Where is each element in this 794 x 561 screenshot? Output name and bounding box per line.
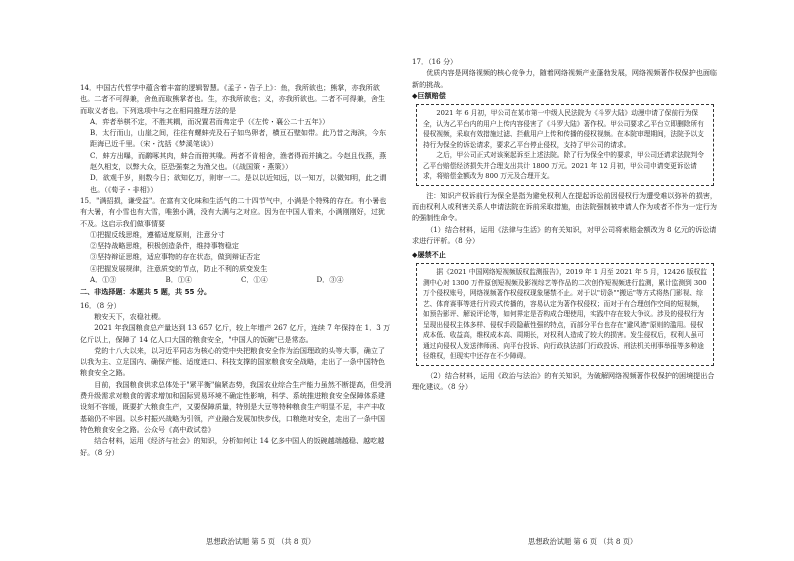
q17-part-1: （1）结合材料，运用《法律与生活》的有关知识，对甲公司将索赔金额改为 8 亿元的诉讼请求进行评析。（8 分）	[412, 224, 717, 245]
question-17-head: 17．（16 分）	[412, 57, 458, 66]
case1-box	[416, 104, 714, 186]
q15-choice-c: C．①④	[241, 275, 268, 285]
q15-choices	[80, 274, 392, 285]
q14-option-b: B．太行而山，山崖之间，往往有螺蚌壳及石子如鸟卵者，横亘石壁如带。此乃昔之海滨，今东距海已近千里。（宋・沈括《梦溪笔谈》）	[90, 128, 387, 149]
question-15: 15．"满招损，谦受益"。在富有文化味和生活气的二十四节气中，小满是个特殊的存在。有小暑也有大暑，有小雪也有大雪，唯独小满，没有大满与之对应。因为在中国人看来，小满刚刚好，过犹不及。这启示我们做事情要	[80, 195, 387, 228]
q16-line-1: 粮安天下，农稳社稷。	[94, 311, 166, 321]
section-title: 二、非选择题：本题共 5 题，共 55 分。	[80, 287, 212, 297]
q15-choice-b: B．①④	[165, 275, 192, 285]
q16-line-4: 目前，我国粮食供求总体处于"紧平衡"偏紧态势，我国农业综合生产能力虽然不断提高，但受消费升级需求对粮食的需求增加和国际贸易环境不确定性影响，科学、系统推进粮食安全保障体系建设刻不容缓，既要扩大粮食生产，又要保障质量，特别是大豆等特种粮食生产明显不足，丰产丰收基础仍不牢固。以乡村振兴战略为引领，产业融合发展加快步伐，口粮绝对安全，走出了一条中国特色粮食安全之路。公众号《高中政试卷》	[80, 379, 392, 434]
left-column	[80, 82, 392, 458]
case2-paragraph-1: 据《2021 中国网络短视频版权监测报告》，2019 年 1 月至 2021 年 5 月，12426 版权监测中心对 1300 万件原创短视频及影视综艺等作品的二次创作短视频进行监测，累计监测到 300 万个侵权账号，网络视频著作权侵权现象屡禁不止。对于以"切条""搬运"等方式将热门影视、综艺、体育赛事等进行片段式传播的，容易认定为著作权侵权；而对于有合理创作空间的短视频，如预告影评、解说评论等，如何界定是否构成合理使用，实践中存在较大争议。涉及的侵权行为呈现出侵权主体多样、侵权手段隐蔽性强的特点，而部分平台也存在"避风港"原则的滥用。侵权成本低、收益高，维权成本高、周期长，对权利人造成了较大的损害。发生侵权后，权利人虽可通过向侵权人发送律师函、向平台投诉、向行政执法部门行政投诉、刑法机关刑事举报等多种途径维权，但现实中还存在不少障碍。	[423, 268, 707, 361]
right-column	[412, 56, 718, 393]
q16-line-2: 2021 年我国粮食总产量达到 13 657 亿斤，较上年增产 267 亿斤，连续 7 年保持在 1．3 万亿斤以上，保障了 14 亿人口大国的粮食安全，"中国人的饭碗"已是常态。	[80, 323, 391, 344]
q15-choice-d: D．③④	[316, 275, 344, 285]
case1-title: ◆巨额赔偿	[412, 90, 446, 100]
question-16-head: 16．（8 分）	[80, 300, 121, 310]
q14-option-c: C．蚌方出曝，而鹬啄其肉，蚌合而箝其喙。两者不肯相舍，渔者得而并擒之。今赵且伐燕，燕赵久相支，以弊大众，臣恐强秦之为渔父也。（《战国策・燕策》）	[90, 150, 387, 172]
q16-line-3: 党的十八大以来，以习近平同志为核心的党中央把粮食安全作为治国理政的头等大事，确立了以我为主、立足国内、确保产能、适度进口、科技支撑的国家粮食安全战略，走出了一条中国特色粮食安全之路。	[80, 345, 386, 378]
q15-item-4: ④把握发展规律，注意质变的节点，防止不利的质变发生	[90, 263, 268, 273]
question-14: 14．中国古代哲学中蕴含着丰富的逻辑智慧。《孟子・告子上》：鱼，我所欲也；熊掌，亦我所欲也。二者不可得兼，舍鱼而取熊掌者也。生，亦我所欲也；义，亦我所欲也。二者不可得兼，舍生而取义者也。下列选项中与之在相同推理方法的是	[80, 83, 386, 115]
q14-option-d: D．欲观千岁，则数今日；欲知亿万，则审一二。是以以近知远，以一知万，以微知明，此之谓也。（《荀子・非相》）	[90, 173, 387, 194]
footer-page-5: 思想政治试题 第 5 页 （共 8 页）	[206, 537, 316, 546]
case1-paragraph-1: 2021 年 6 月初，甲公司在某市第一中级人民法院为《斗罗大陆》动漫申请了保前行为保全，认为乙平台内的用户上传内容侵害了《斗罗大陆》著作权。甲公司要求乙平台立即删除所有侵权视频，采取有效措施过滤、拦截用户上传和传播的侵权视频。在本院审理期间，法院予以支持行为保全的诉讼请求，要求乙平台停止侵权，支持了甲公司的请求。	[423, 109, 704, 149]
case1-note: 注：知识产权诉前行为保全是指为避免权利人在提起诉讼前因侵权行为遭受难以弥补的损害，而由权利人或利害关系人申请法院在诉前采取措施，由法院强制被申请人作为或者不作为一定行为的强制性命令。	[412, 190, 718, 223]
footer-page-6: 思想政治试题 第 6 页 （共 8 页）	[528, 537, 638, 546]
q15-item-2: ②坚持战略思维，积极创造条件，维持事物稳定	[90, 241, 239, 251]
case1-paragraph-2: 之后，甲公司正式对该案起诉至上述法院。除了行为保全中的要求，甲公司还请求法院判令乙平台赔偿经济损失并合理支出共计 1800 万元。2021 年 12 月初，甲公司申请变更诉讼请求，将赔偿金额改为 800 万元及合理开支。	[423, 151, 704, 181]
case2-title: ◆屡禁不止	[412, 250, 446, 260]
q17-part-2: （2）结合材料，运用《政治与法治》的有关知识，为破解网络视频著作权保护的困境提出合理化建议。（8 分）	[412, 370, 715, 392]
q17-intro: 优质内容是网络视频的核心竞争力，随着网络视频产业蓬勃发展，网络视频著作权保护也面临新的挑战。	[412, 68, 718, 89]
q15-choice-a: A．①③	[90, 275, 117, 285]
case2-box	[416, 263, 714, 366]
q14-option-a: A．弈者举棋不定，不胜其耦，而况置君而弗定乎（《左传・襄公二十五年》）	[90, 116, 330, 126]
q15-item-1: ①把握反线思维，遵循适度原则，注意分寸	[90, 229, 225, 239]
q15-item-3: ③坚持辩证思维，适应事物的存在状态，做到辩证否定	[90, 252, 261, 262]
q16-line-5: 结合材料，运用《经济与社会》的知识，分析如何让 14 亿多中国人的饭碗越端越稳、越吃越好。（8 分）	[80, 436, 385, 457]
